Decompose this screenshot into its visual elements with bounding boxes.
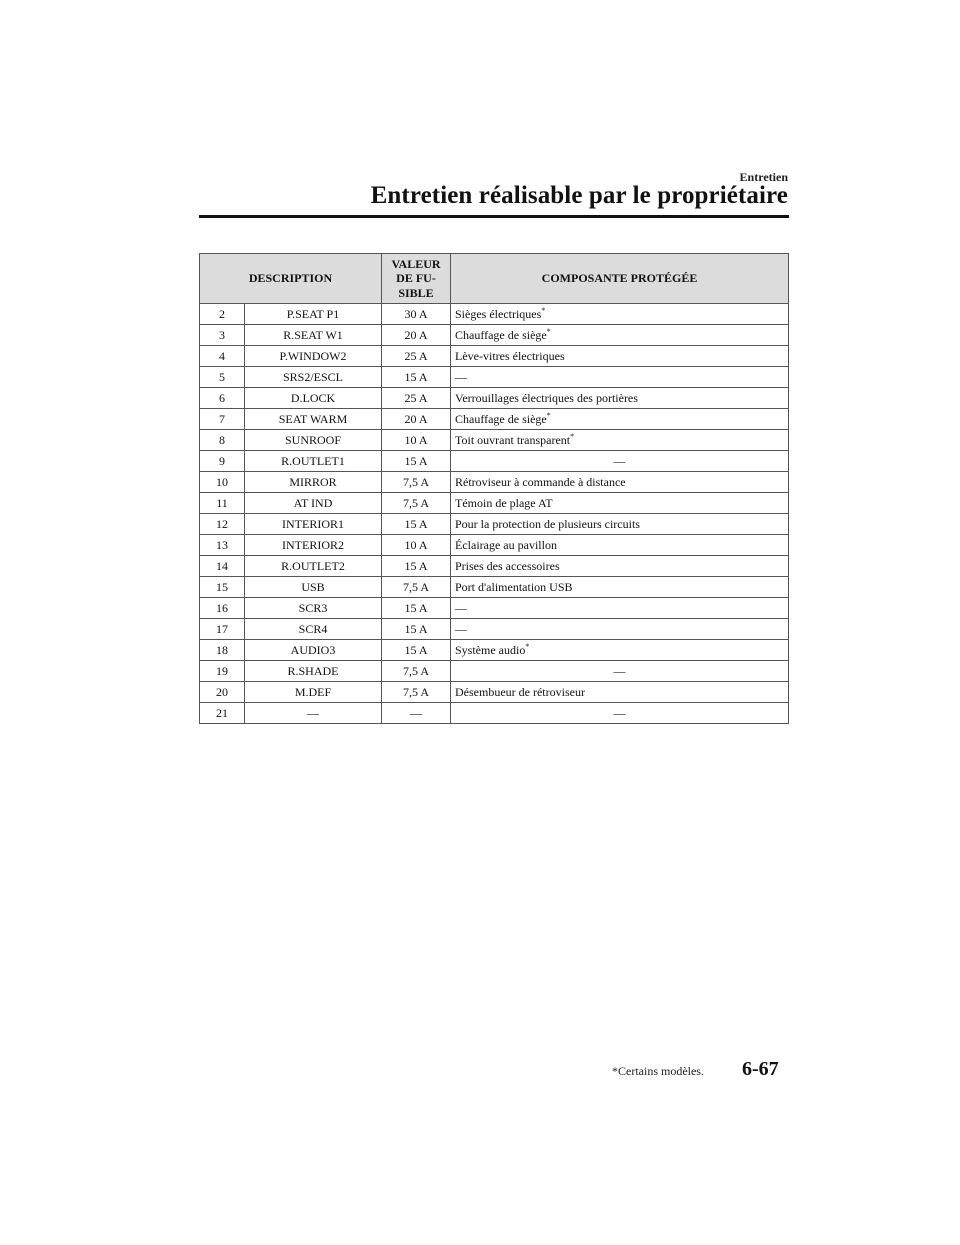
- protected-component-cell: [451, 661, 789, 682]
- protected-component-cell: [451, 430, 789, 451]
- table-row: [200, 409, 789, 430]
- fuse-value-cell: ―: [382, 703, 451, 724]
- table-row: [200, 430, 789, 451]
- table-row: [200, 535, 789, 556]
- protected-component-cell: [451, 619, 789, 640]
- protected-component-cell: [451, 304, 789, 325]
- fuse-table: [199, 253, 789, 724]
- page-number: 6-67: [742, 1058, 779, 1080]
- fuse-value-cell: 7,5 A: [382, 577, 451, 598]
- fuse-value-cell: 20 A: [382, 409, 451, 430]
- fuse-value-cell: 25 A: [382, 388, 451, 409]
- table-row: [200, 367, 789, 388]
- table-row: [200, 619, 789, 640]
- table-row: [200, 556, 789, 577]
- certain-models-asterisk: *: [570, 431, 575, 441]
- fuse-value-cell: 15 A: [382, 514, 451, 535]
- certain-models-asterisk: *: [546, 326, 551, 336]
- fuse-description-cell: R.SHADE: [245, 661, 382, 682]
- fuse-description-cell: SRS2/ESCL: [245, 367, 382, 388]
- fuse-number-cell: 17: [200, 619, 245, 640]
- fuse-description-cell: INTERIOR2: [245, 535, 382, 556]
- certain-models-asterisk: *: [546, 410, 551, 420]
- table-row: [200, 325, 789, 346]
- fuse-number-cell: 15: [200, 577, 245, 598]
- protected-component-cell: [451, 325, 789, 346]
- table-row: [200, 577, 789, 598]
- protected-component-cell: [451, 598, 789, 619]
- fuse-number-cell: 19: [200, 661, 245, 682]
- table-row: [200, 661, 789, 682]
- column-header-protected-component: COMPOSANTE PROTÉGÉE: [451, 254, 789, 304]
- fuse-description-cell: R.SEAT W1: [245, 325, 382, 346]
- protected-component-text: ―: [455, 621, 467, 636]
- fuse-description-cell: D.LOCK: [245, 388, 382, 409]
- protected-component-text: ―: [613, 453, 626, 468]
- fuse-description-cell: R.OUTLET2: [245, 556, 382, 577]
- fuse-description-cell: R.OUTLET1: [245, 451, 382, 472]
- protected-component-text: Rétroviseur à commande à distance: [455, 474, 626, 489]
- fuse-description-cell: M.DEF: [245, 682, 382, 703]
- fuse-number-cell: 5: [200, 367, 245, 388]
- fuse-number-cell: 8: [200, 430, 245, 451]
- column-header-fuse-value: VALEUR DE FU- SIBLE: [382, 254, 451, 304]
- protected-component-cell: [451, 346, 789, 367]
- page-title: Entretien réalisable par le propriétaire: [370, 182, 788, 209]
- fuse-description-cell: SCR3: [245, 598, 382, 619]
- fuse-number-cell: 6: [200, 388, 245, 409]
- fuse-description-cell: SCR4: [245, 619, 382, 640]
- fuse-number-cell: 16: [200, 598, 245, 619]
- fuse-description-cell: AT IND: [245, 493, 382, 514]
- fuse-number-cell: 4: [200, 346, 245, 367]
- fuse-value-cell: 7,5 A: [382, 661, 451, 682]
- fuse-number-cell: 7: [200, 409, 245, 430]
- fuse-table-body: [200, 304, 789, 724]
- protected-component-cell: [451, 682, 789, 703]
- protected-component-text: Désembueur de rétroviseur: [455, 684, 585, 699]
- fuse-number-cell: 13: [200, 535, 245, 556]
- fuse-description-cell: AUDIO3: [245, 640, 382, 661]
- fuse-value-cell: 7,5 A: [382, 682, 451, 703]
- protected-component-text: ―: [613, 663, 626, 678]
- fuse-value-cell: 10 A: [382, 535, 451, 556]
- protected-component-cell: [451, 367, 789, 388]
- certain-models-asterisk: *: [525, 641, 530, 651]
- table-row: [200, 304, 789, 325]
- table-row: [200, 703, 789, 724]
- fuse-description-cell: SEAT WARM: [245, 409, 382, 430]
- fuse-value-cell: 15 A: [382, 640, 451, 661]
- fuse-description-cell: ―: [245, 703, 382, 724]
- protected-component-cell: [451, 409, 789, 430]
- table-row: [200, 598, 789, 619]
- fuse-value-cell: 7,5 A: [382, 493, 451, 514]
- protected-component-cell: [451, 640, 789, 661]
- protected-component-cell: [451, 556, 789, 577]
- section-label: Entretien: [739, 170, 788, 184]
- fuse-value-cell: 30 A: [382, 304, 451, 325]
- protected-component-cell: [451, 493, 789, 514]
- fuse-number-cell: 11: [200, 493, 245, 514]
- protected-component-text: Témoin de plage AT: [455, 495, 553, 510]
- column-header-description: DESCRIPTION: [200, 254, 382, 304]
- fuse-number-cell: 18: [200, 640, 245, 661]
- table-row: [200, 682, 789, 703]
- protected-component-text: Verrouillages électriques des portières: [455, 390, 638, 405]
- heading-rule: [199, 215, 789, 218]
- table-row: [200, 514, 789, 535]
- fuse-description-cell: SUNROOF: [245, 430, 382, 451]
- protected-component-text: Pour la protection de plusieurs circuits: [455, 516, 640, 531]
- protected-component-cell: [451, 535, 789, 556]
- fuse-number-cell: 12: [200, 514, 245, 535]
- table-row: [200, 640, 789, 661]
- protected-component-cell: [451, 577, 789, 598]
- table-row: [200, 472, 789, 493]
- fuse-value-cell: 15 A: [382, 451, 451, 472]
- fuse-description-cell: P.WINDOW2: [245, 346, 382, 367]
- fuse-value-cell: 15 A: [382, 598, 451, 619]
- fuse-description-cell: INTERIOR1: [245, 514, 382, 535]
- footnote: *Certains modèles.: [612, 1064, 704, 1078]
- protected-component-cell: [451, 703, 789, 724]
- protected-component-text: Toit ouvrant transparent: [455, 432, 571, 447]
- fuse-value-cell: 15 A: [382, 367, 451, 388]
- protected-component-cell: [451, 388, 789, 409]
- fuse-number-cell: 10: [200, 472, 245, 493]
- fuse-value-cell: 7,5 A: [382, 472, 451, 493]
- protected-component-text: Sièges électriques: [455, 306, 542, 321]
- protected-component-text: ―: [455, 369, 467, 384]
- protected-component-cell: [451, 472, 789, 493]
- fuse-number-cell: 14: [200, 556, 245, 577]
- fuse-value-cell: 15 A: [382, 556, 451, 577]
- protected-component-text: Chauffage de siège: [455, 327, 547, 342]
- table-row: [200, 388, 789, 409]
- fuse-number-cell: 9: [200, 451, 245, 472]
- table-row: [200, 346, 789, 367]
- protected-component-text: Chauffage de siège: [455, 411, 547, 426]
- fuse-number-cell: 3: [200, 325, 245, 346]
- protected-component-text: Éclairage au pavillon: [455, 537, 557, 552]
- protected-component-cell: [451, 451, 789, 472]
- fuse-number-cell: 2: [200, 304, 245, 325]
- certain-models-asterisk: *: [541, 305, 546, 315]
- fuse-value-cell: 15 A: [382, 619, 451, 640]
- fuse-value-cell: 10 A: [382, 430, 451, 451]
- protected-component-text: ―: [613, 705, 626, 720]
- fuse-description-cell: USB: [245, 577, 382, 598]
- protected-component-text: Prises des accessoires: [455, 558, 560, 573]
- fuse-value-cell: 25 A: [382, 346, 451, 367]
- protected-component-text: Système audio: [455, 642, 526, 657]
- fuse-description-cell: P.SEAT P1: [245, 304, 382, 325]
- fuse-description-cell: MIRROR: [245, 472, 382, 493]
- table-row: [200, 493, 789, 514]
- protected-component-cell: [451, 514, 789, 535]
- protected-component-text: Lève-vitres électriques: [455, 348, 565, 363]
- protected-component-text: ―: [455, 600, 467, 615]
- protected-component-text: Port d'alimentation USB: [455, 579, 573, 594]
- table-row: [200, 451, 789, 472]
- fuse-value-cell: 20 A: [382, 325, 451, 346]
- fuse-number-cell: 21: [200, 703, 245, 724]
- fuse-number-cell: 20: [200, 682, 245, 703]
- table-header-row: [200, 254, 789, 304]
